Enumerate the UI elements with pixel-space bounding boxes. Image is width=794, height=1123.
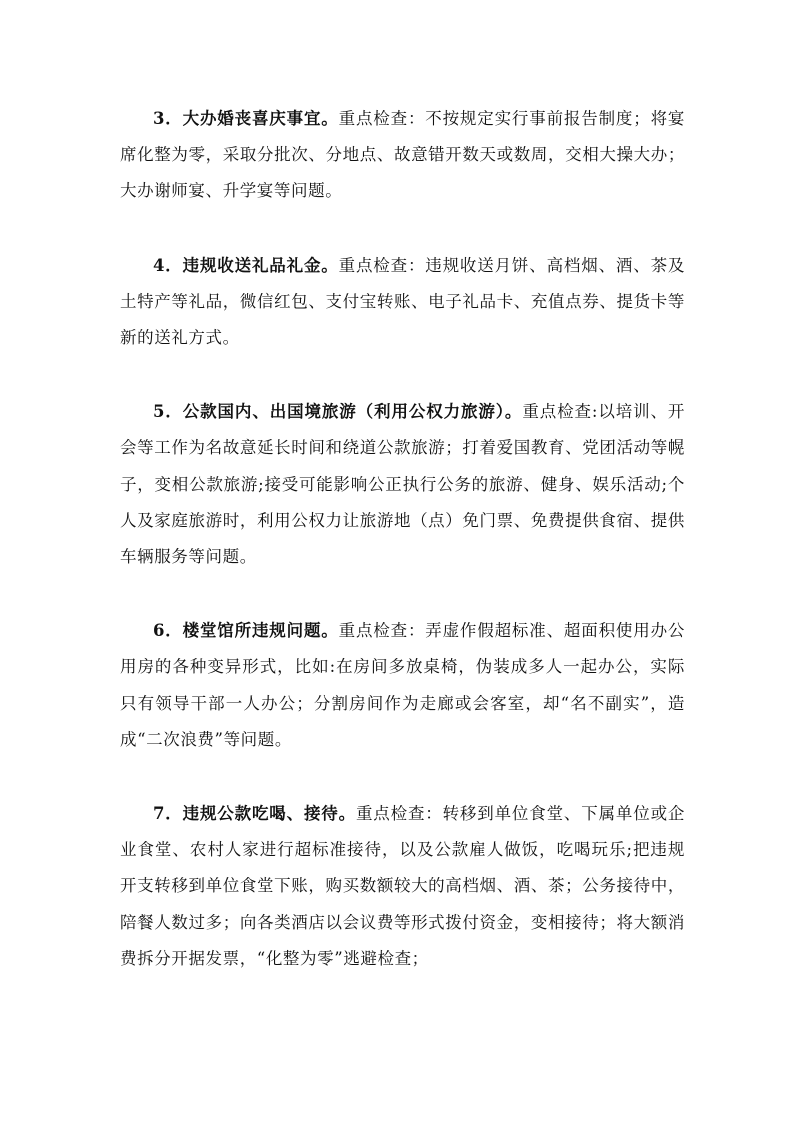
paragraph-text: 重点检查：弄虚作假超标准、超面积使用办公用房的各种变异形式，比如:在房间多放桌椅，伪装成多人一起办公，实际只有领导干部一人办公；分割房间作为走廊或会客室，却“名不副实”，造成“二次浪费”等问题。: [120, 621, 685, 749]
paragraph-item-6: [120, 613, 685, 758]
paragraph-text: 重点检查：违规收送月饼、高档烟、酒、茶及土特产等礼品，微信红包、支付宝转账、电子礼品卡、充值点券、提货卡等新的送礼方式。: [120, 255, 685, 348]
paragraph-heading: 6．楼堂馆所违规问题。: [153, 621, 339, 641]
paragraph-item-7: [120, 796, 685, 977]
paragraph-heading: 7．违规公款吃喝、接待。: [153, 804, 356, 824]
paragraph-item-5: [120, 394, 685, 575]
paragraph-text: 重点检查:以培训、开会等工作为名故意延长时间和绕道公款旅游；打着爱国教育、党团活动等幌子，变相公款旅游;接受可能影响公正执行公务的旅游、健身、娱乐活动;个人及家庭旅游时，利用公权力让旅游地（点）免门票、免费提供食宿、提供车辆服务等问题。: [120, 402, 686, 567]
paragraph-text: 重点检查：转移到单位食堂、下属单位或企业食堂、农村人家进行超标准接待，以及公款雇人做饭，吃喝玩乐;把违规开支转移到单位食堂下账，购买数额较大的高档烟、酒、茶；公务接待中，陪餐人数过多；向各类酒店以会议费等形式拨付资金，变相接待；将大额消费拆分开据发票，“化整为零”逃避检查；: [120, 804, 685, 968]
paragraph-heading: 3．大办婚丧喜庆事宜。: [153, 109, 339, 128]
document-body: [120, 101, 685, 1015]
paragraph-item-4: [120, 248, 685, 357]
paragraph-heading: 4．违规收送礼品礼金。: [153, 255, 339, 275]
paragraph-heading: 5．公款国内、出国境旅游（利用公权力旅游）。: [153, 402, 523, 422]
paragraph-text: 重点检查：不按规定实行事前报告制度；将宴席化整为零，采取分批次、分地点、故意错开数天或数周，交相大操大办；大办谢师宴、升学宴等问题。: [120, 109, 685, 201]
paragraph-item-3: [120, 101, 685, 210]
